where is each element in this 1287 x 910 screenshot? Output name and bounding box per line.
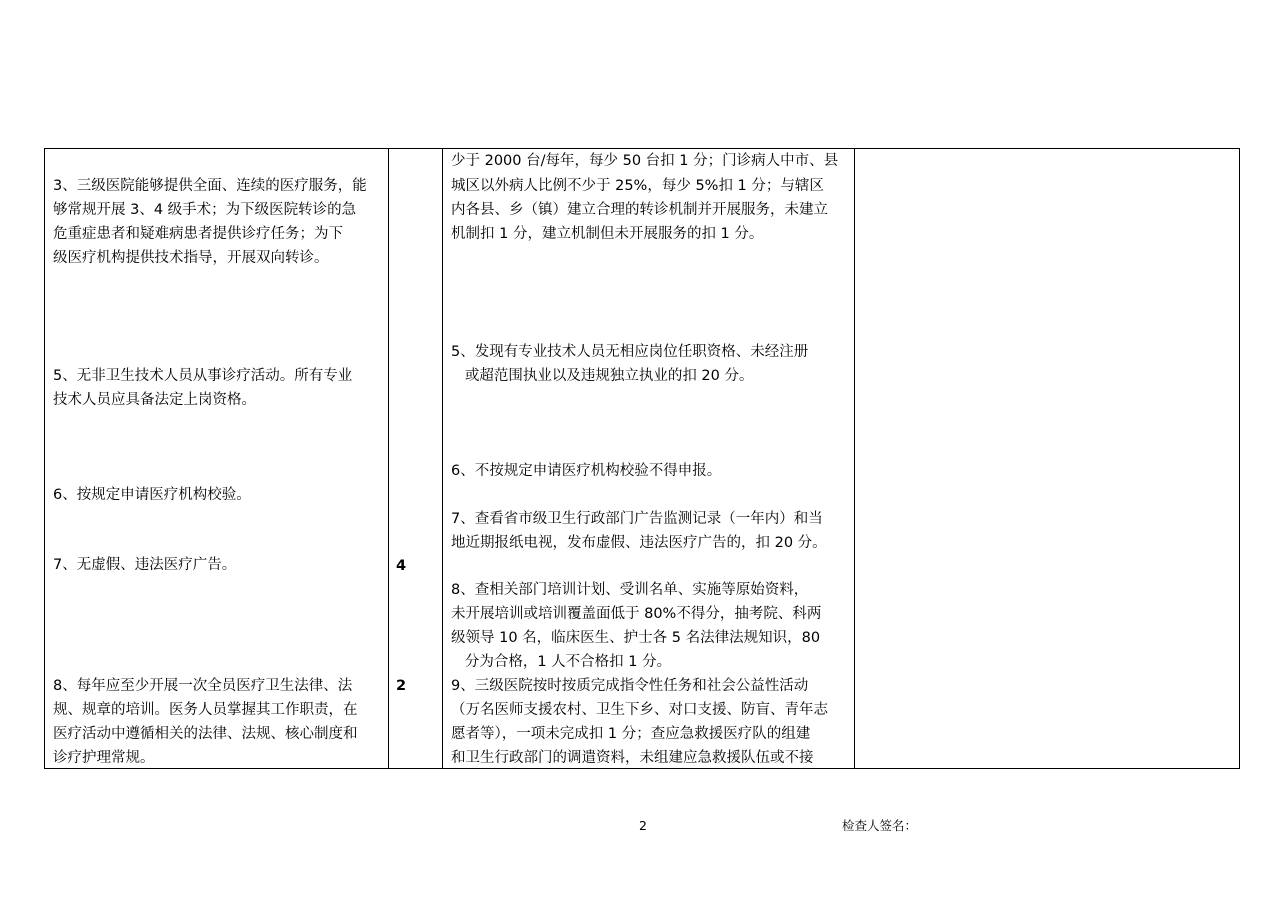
inspector-signature-label: 检查人签名： [842,818,918,833]
method-line: 城区以外病人比例不少于 25%，每少 5%扣 1 分；与辖区 [451,178,824,194]
method-line: 级领导 10 名，临床医生、护士各 5 名法律法规知识，80 [451,630,821,646]
standard-line: 8、每年应至少开展一次全员医疗卫生法律、法 [53,678,353,694]
score-item-8: 2 [396,678,407,694]
method-line: 少于 2000 台/每年，每少 50 台扣 1 分；门诊病人中市、县 [451,153,839,169]
method-line: 未开展培训或培训覆盖面低于 80%不得分，抽考院、科两 [451,606,822,622]
column-divider [854,149,855,768]
standard-line: 级医疗机构提供技术指导，开展双向转诊。 [53,250,329,266]
method-line: （万名医师支援农村、卫生下乡、对口支援、防盲、青年志 [451,702,828,718]
column-divider [388,149,389,768]
standard-line: 规、规章的培训。医务人员掌握其工作职责，在 [53,702,358,718]
standard-line: 7、无虚假、违法医疗广告。 [53,557,237,573]
column-divider [442,149,443,768]
standard-line: 3、三级医院能够提供全面、连续的医疗服务，能 [53,178,367,194]
method-line: 7、查看省市级卫生行政部门广告监测记录（一年内）和当 [451,511,823,527]
standard-line: 诊疗护理常规。 [53,750,155,766]
standard-line: 5、无非卫生技术人员从事诊疗活动。所有专业 [53,368,353,384]
standard-line: 6、按规定申请医疗机构校验。 [53,487,251,503]
method-line: 和卫生行政部门的调遣资料，未组建应急救援队伍或不接 [451,750,814,766]
method-line: 5、发现有专业技术人员无相应岗位任职资格、未经注册 [451,344,809,360]
standard-line: 技术人员应具备法定上岗资格。 [53,392,256,408]
method-line: 9、三级医院按时按质完成指令性任务和社会公益性活动 [451,678,809,694]
page-number: 2 [639,818,647,833]
method-line: 内各县、乡（镇）建立合理的转诊机制并开展服务，未建立 [451,202,828,218]
method-line: 8、查相关部门培训计划、受训名单、实施等原始资料， [451,582,809,598]
standard-line: 够常规开展 3、4 级手术；为下级医院转诊的急 [53,202,357,218]
standard-line: 医疗活动中遵循相关的法律、法规、核心制度和 [53,726,358,742]
method-line: 分为合格，1 人不合格扣 1 分。 [451,654,672,670]
score-item-7: 4 [396,558,407,574]
method-line: 6、不按规定申请医疗机构校验不得申报。 [451,463,722,479]
standard-line: 危重症患者和疑难病患者提供诊疗任务；为下 [53,226,343,242]
method-line: 愿者等），一项未完成扣 1 分；查应急救援医疗队的组建 [451,726,811,742]
method-line: 机制扣 1 分，建立机制但未开展服务的扣 1 分。 [451,226,764,242]
evaluation-table [44,148,1240,769]
method-line: 或超范围执业以及违规独立执业的扣 20 分。 [451,368,754,384]
method-line: 地近期报纸电视，发布虚假、违法医疗广告的，扣 20 分。 [451,535,827,551]
